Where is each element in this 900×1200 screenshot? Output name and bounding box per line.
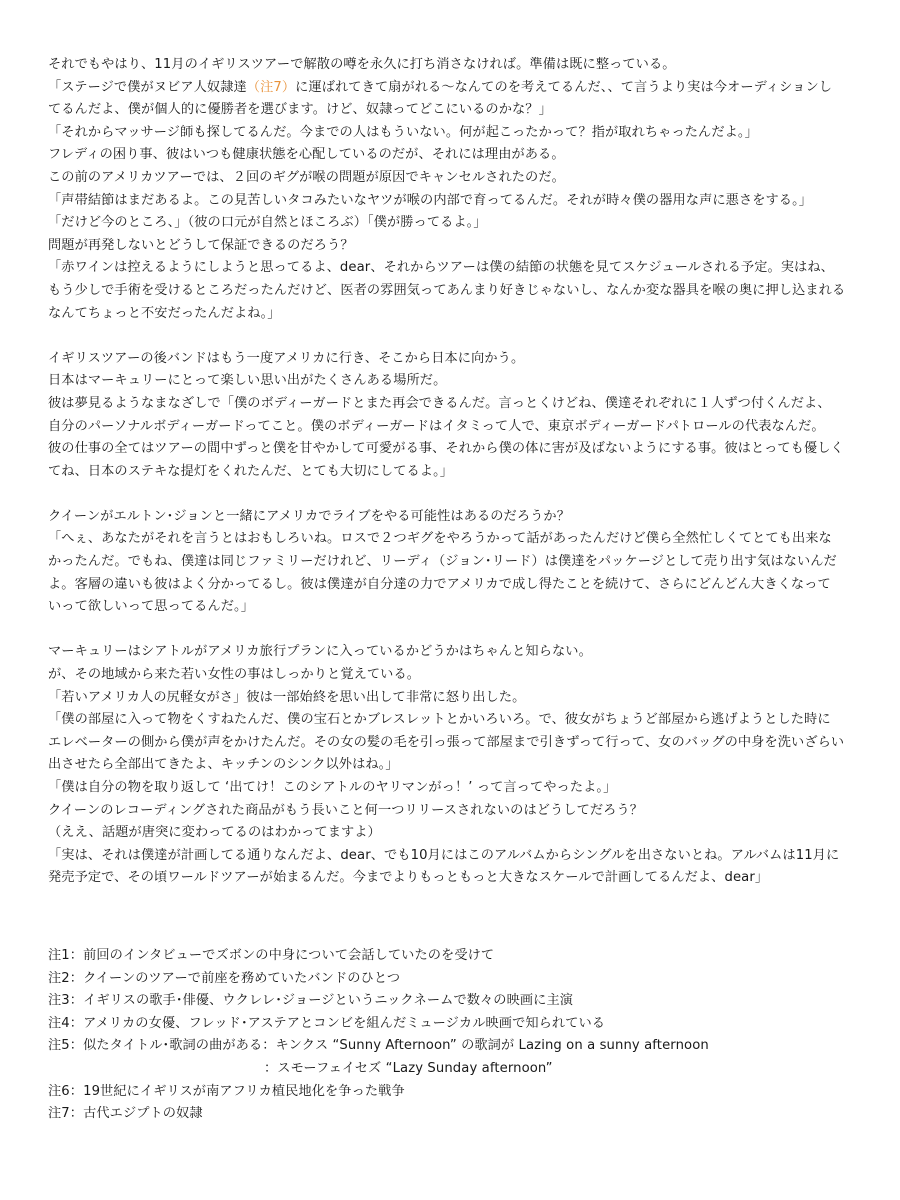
paragraph-seattle — [48, 641, 868, 890]
text-line: 彼は夢見るようなまなざしで「僕のボディーガードとまた再会できるんだ。言っとくけどね、僕達それぞれに１人ずつ付くんだよ、 — [48, 395, 831, 411]
footnote-4 — [48, 1013, 868, 1036]
text-line: 出させたら全部出てきたよ、キッチンのシンク以外はね。」 — [48, 757, 399, 773]
text-segment: に運ばれてきて扇がれる〜なんてのを考えてるんだ、、て言うより実は今オーディションし — [295, 79, 833, 95]
text-line: 「だけど今のところ、」（彼の口元が自然とほころぶ）「僕が勝ってるよ。」 — [48, 215, 487, 231]
text-line: 問題が再発しないとどうして保証できるのだろう？ — [48, 237, 354, 253]
footnote-5 — [48, 1035, 868, 1058]
paragraph-japan — [48, 348, 868, 484]
footnote-label: 注4： — [48, 1015, 84, 1031]
text-line: （ええ、話題が唐突に変わってるのはわかってますよ） — [48, 825, 381, 841]
text-line: 「赤ワインは控えるようにしようと思ってるよ、dear、それからツアーは僕の結節の状態を見てスケジュールされる予定。実はね、 — [48, 260, 834, 276]
text-line: 「実は、それは僕達が計画してる通りなんだよ、dear、でも10月にはこのアルバムからシングルを出さないとね。アルバムは11月に — [48, 847, 840, 863]
text-line: 「若いアメリカ人の尻軽女がさ」彼は一部始終を思い出して非常に怒り出した。 — [48, 689, 526, 705]
footnote-label: 注1： — [48, 947, 84, 963]
text-line: もう少しで手術を受けるところだったんだけど、医者の雰囲気ってあんまり好きじゃないし、なんか変な器具を喉の奥に押し込まれる — [48, 282, 846, 298]
notes-spacer — [48, 890, 868, 935]
text-line: よ。客層の違いも彼はよく分かってるし。彼は僕達が自分達の力でアメリカで成し得たことを続けて、さらにどんどん大きくなって — [48, 576, 831, 592]
footnote-5-continuation — [48, 1058, 868, 1081]
footnote-text: アメリカの女優、フレッド･アステアとコンビを組んだミュージカル映画で知られている — [83, 1015, 606, 1031]
text-line: なんてちょっと不安だったんだよね。」 — [48, 305, 281, 321]
footnote-reference[interactable]: （注7） — [246, 79, 296, 95]
footnote-text: ：スモーフェイセズ “Lazy Sunday afternoon” — [264, 1060, 553, 1076]
text-line: この前のアメリカツアーでは、２回のギグが喉の問題が原因でキャンセルされたのだ。 — [48, 169, 565, 185]
footnote-text: クイーンのツアーで前座を務めていたバンドのひとつ — [83, 970, 401, 986]
paragraph-spacer — [48, 483, 868, 506]
text-line: 自分のパーソナルボディーガードってこと。僕のボディーガードはイタミって人で、東京ボディーガードパトロールの代表なんだ。 — [48, 418, 825, 434]
footnote-1 — [48, 945, 868, 968]
text-line: クイーンがエルトン･ジョンと一緒にアメリカでライブをやる可能性はあるのだろうか？ — [48, 508, 570, 524]
paragraph-tour-uk — [48, 54, 868, 325]
text-line: 「声帯結節はまだあるよ。この見苦しいタコみたいなヤツが喉の内部で育ってるんだ。それが時々僕の器用な声に悪さをする。」 — [48, 192, 813, 208]
footnote-label: 注6： — [48, 1083, 84, 1099]
footnote-2 — [48, 968, 868, 991]
text-line: てね、日本のステキな提灯をくれたんだ、とても大切にしてるよ。」 — [48, 463, 454, 479]
text-line: 日本はマーキュリーにとって楽しい思い出がたくさんある場所だ。 — [48, 373, 447, 389]
paragraph-spacer — [48, 325, 868, 348]
paragraph-spacer — [48, 619, 868, 642]
text-line: それでもやはり、11月のイギリスツアーで解散の噂を永久に打ち消さなければ。準備は既に整っている。 — [48, 57, 676, 72]
text-line: 発売予定で、その頃ワールドツアーが始まるんだ。今までよりもっともっと大きなスケールで計画してるんだよ、dear」 — [48, 870, 769, 886]
text-line: が、その地域から来た若い女性の事はしっかりと覚えている。 — [48, 667, 421, 683]
text-line: 「それからマッサージ師も探してるんだ。今までの人はもういない。何が起こったかって？指が取れちゃったんだよ。」 — [48, 124, 758, 140]
footnote-label: 注5： — [48, 1038, 84, 1054]
footnote-label: 注2： — [48, 970, 84, 986]
footnote-7 — [48, 1103, 868, 1126]
text-line: かったんだ。でもね、僕達は同じファミリーだけれど、リーディ（ジョン･リード）は僕達をパッケージとして売り出す気はないんだ — [48, 554, 837, 570]
footnote-text: 古代エジプトの奴隷 — [83, 1106, 203, 1122]
footnote-6 — [48, 1081, 868, 1104]
footnote-text: 似たタイトル･歌詞の曲がある：キンクス “Sunny Afternoon” の歌詞が Lazing on a sunny afternoon — [83, 1038, 709, 1054]
text-line: 彼の仕事の全てはツアーの間中ずっと僕を甘やかして可愛がる事、それから僕の体に害が及ばないようにする事。彼はとっても優しく — [48, 441, 844, 457]
footnote-label: 注7： — [48, 1106, 84, 1122]
text-line: てるんだよ、僕が個人的に優勝者を選びます。けど、奴隷ってどこにいるのかな？」 — [48, 102, 552, 118]
text-line: いって欲しいって思ってるんだ。」 — [48, 599, 254, 615]
footnotes — [48, 945, 868, 1126]
text-line: マーキュリーはシアトルがアメリカ旅行プランに入っているかどうかはちゃんと知らない。 — [48, 644, 592, 660]
footnote-text: 前回のインタビューでズボンの中身について会話していたのを受けて — [83, 947, 495, 963]
text-segment: 「ステージで僕がヌビア人奴隷達 — [48, 79, 247, 95]
text-line — [48, 77, 868, 100]
text-line: フレディの困り事、彼はいつも健康状態を心配しているのだが、それには理由がある。 — [48, 147, 565, 163]
paragraph-elton-john — [48, 506, 868, 619]
text-line: クイーンのレコーディングされた商品がもう長いこと何一つリリースされないのはどうしてだろう？ — [48, 802, 644, 818]
article-body — [48, 54, 868, 1126]
text-line: エレベーターの側から僕が声をかけたんだ。その女の髪の毛を引っ張って部屋まで引きずって行って、女のバッグの中身を洗いざらい — [48, 734, 845, 750]
text-line: イギリスツアーの後バンドはもう一度アメリカに行き、そこから日本に向かう。 — [48, 350, 525, 366]
footnote-3 — [48, 990, 868, 1013]
text-line: 「へぇ、あなたがそれを言うとはおもしろいね。ロスで２つギグをやろうかって話があったんだけど僕ら全然忙しくてとても出来な — [48, 531, 832, 547]
footnote-label: 注3： — [48, 993, 84, 1009]
footnote-text: イギリスの歌手･俳優、ウクレレ･ジョージというニックネームで数々の映画に主演 — [83, 993, 574, 1009]
footnote-text: 19世紀にイギリスが南アフリカ植民地化を争った戦争 — [83, 1083, 405, 1099]
text-line: 「僕の部屋に入って物をくすねたんだ、僕の宝石とかブレスレットとかいろいろ。で、彼女がちょうど部屋から逃げようとした時に — [48, 712, 831, 728]
text-line: 「僕は自分の物を取り返して ‘出てけ！このシアトルのヤリマンがっ！’ って言ってやったよ。」 — [48, 780, 617, 795]
